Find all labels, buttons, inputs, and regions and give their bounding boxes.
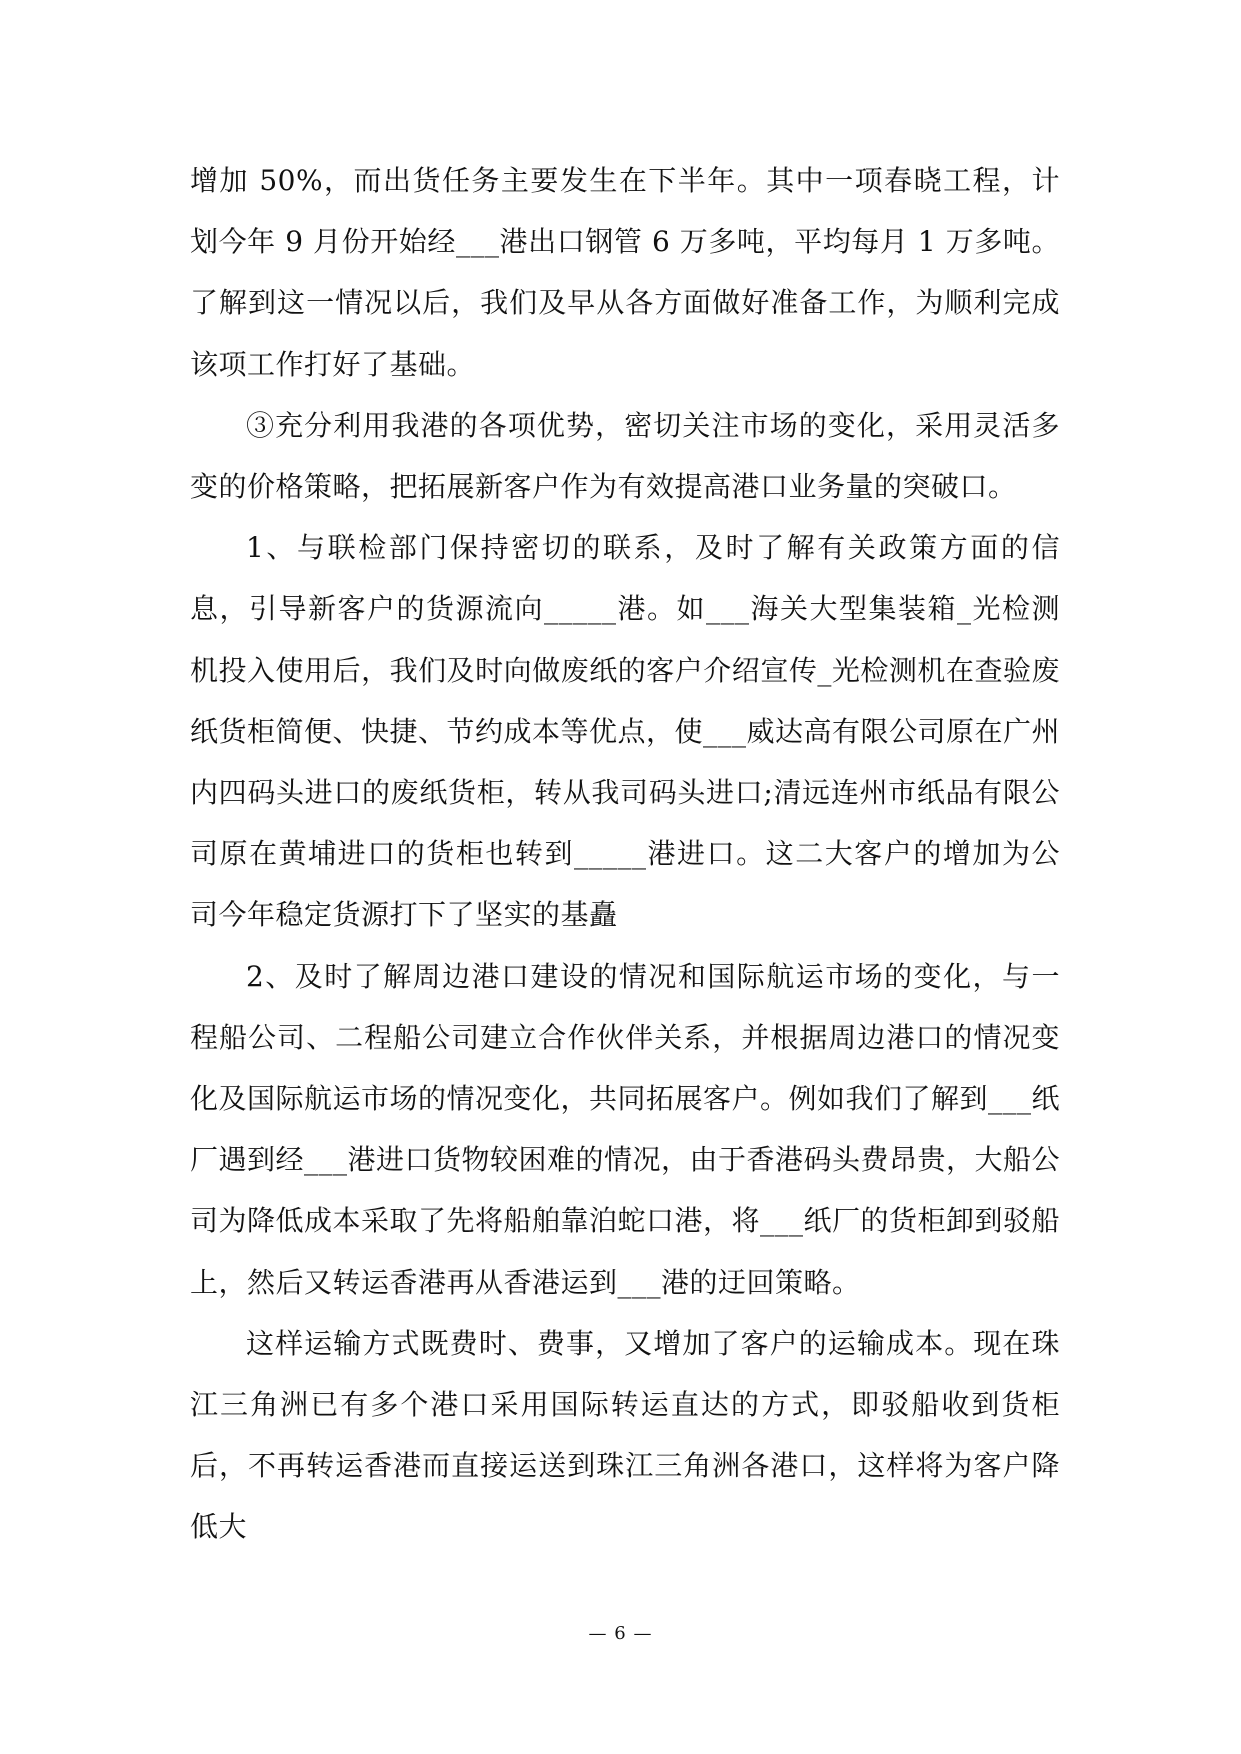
page-number: — 6 —: [588, 1623, 653, 1644]
paragraph-5: 这样运输方式既费时、费事，又增加了客户的运输成本。现在珠江三角洲已有多个港口采用国际转运直达的方式，即驳船收到货柜后，不再转运香港而直接运送到珠江三角洲各港口，这样将为客户降低大: [190, 1326, 1060, 1544]
paragraph-4: 2、及时了解周边港口建设的情况和国际航运市场的变化，与一程船公司、二程船公司建立合作伙伴关系，并根据周边港口的情况变化及国际航运市场的情况变化，共同拓展客户。例如我们了解到___纸厂遇到经___港进口货物较困难的情况，由于香港码头费昂贵，大船公司为降低成本采取了先将船舶靠泊蛇口港，将___纸厂的货柜卸到驳船上，然后又转运香港再从香港运到___港的迂回策略。: [190, 959, 1061, 1299]
paragraph-2: ③充分利用我港的各项优势，密切关注市场的变化，采用灵活多变的价格策略，把拓展新客户作为有效提高港口业务量的突破口。: [190, 408, 1060, 504]
paragraph-3: 1、与联检部门保持密切的联系，及时了解有关政策方面的信息，引导新客户的货源流向_____港。如___海关大型集装箱_光检测机投入使用后，我们及时向做废纸的客户介绍宣传_光检测机在查验废纸货柜简便、快捷、节约成本等优点，使___威达高有限公司原在广州内四码头进口的废纸货柜，转从我司码头进口;清远连州市纸品有限公司原在黄埔进口的货柜也转到_____港进口。这二大客户的增加为公司今年稳定货源打下了坚实的基矗: [190, 531, 1061, 932]
paragraph-1: 增加 50%，而出货任务主要发生在下半年。其中一项春晓工程，计划今年 9 月份开始经___港出口钢管 6 万多吨，平均每月 1 万多吨。了解到这一情况以后，我们及早从各方面做好准备工作，为顺利完成该项工作打好了基础。: [190, 164, 1060, 381]
document-body: [190, 150, 1060, 1558]
